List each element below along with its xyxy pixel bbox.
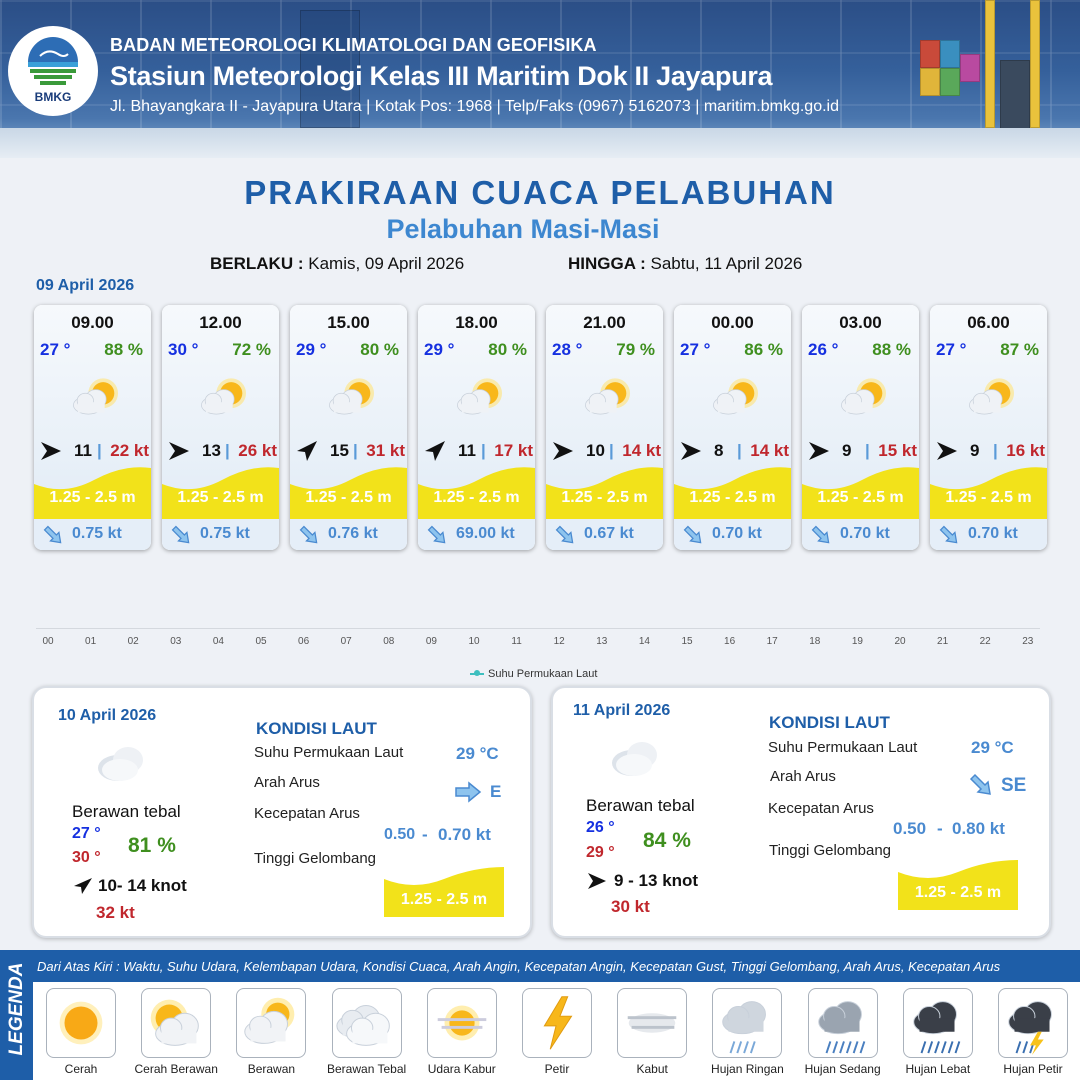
wind-gust: 32 kt (96, 903, 135, 922)
wind-speed: 9 - 13 knot (614, 871, 699, 890)
arrow-southeast-icon (968, 772, 994, 798)
bmkg-logo (10, 28, 96, 114)
hour-tick-label: 03 (170, 636, 182, 647)
arrow-northeast-icon (423, 439, 447, 463)
wind-separator: | (993, 441, 998, 460)
hour-tick-label: 02 (127, 636, 139, 647)
current-speed-label: Kecepatan Arus (254, 805, 360, 822)
wind-gust: 26 kt (238, 441, 277, 460)
legend-icon-box (141, 988, 211, 1058)
forecast-date: 09 April 2026 (36, 277, 135, 294)
forecast-time: 03.00 (839, 313, 882, 332)
weather-icon-wrap (318, 371, 384, 423)
hour-tick-label: 13 (596, 636, 608, 647)
hour-tick-label: 04 (212, 636, 224, 647)
air-temperature: 30 ° (168, 340, 199, 359)
arrow-northeast-icon (72, 876, 94, 896)
current-dir-label: Arah Arus (254, 774, 320, 791)
day-panel-1 (32, 686, 532, 938)
arrow-east-icon (167, 439, 191, 463)
current-speed-sep: - (422, 825, 428, 844)
weather-icon-wrap (446, 371, 512, 423)
wind-separator: | (737, 441, 742, 460)
light-rain-icon (713, 989, 781, 1057)
wind-speed: 13 (202, 441, 221, 460)
wind-gust: 14 kt (750, 441, 789, 460)
air-temperature: 28 ° (552, 340, 583, 359)
current-speed-sep: - (937, 819, 943, 838)
current-speed: 0.70 kt (712, 525, 762, 542)
hour-tick-label: 01 (85, 636, 97, 647)
day-date: 11 April 2026 (573, 702, 671, 719)
wind-separator: | (353, 441, 358, 460)
legend-label: Kabut (636, 1062, 668, 1076)
arrow-southeast-icon (682, 524, 704, 546)
hour-tick-label: 17 (766, 636, 778, 647)
current-speed: 0.75 kt (200, 525, 250, 542)
current-speed: 0.75 kt (72, 525, 122, 542)
valid-from-value: Kamis, 09 April 2026 (308, 254, 465, 273)
arrow-southeast-icon (938, 524, 960, 546)
legend-icon-box (332, 988, 402, 1058)
wave-height: 1.25 - 2.5 m (49, 489, 136, 506)
cloudy-sun-icon (830, 371, 896, 423)
hour-tick-label: 05 (255, 636, 267, 647)
wave-height: 1.25 - 2.5 m (817, 489, 904, 506)
arrow-east-icon (586, 871, 608, 891)
temp-min: 26 ° (586, 819, 615, 836)
sst-value: 29 °C (971, 738, 1014, 757)
wind-direction (935, 439, 959, 463)
valid-from (210, 254, 464, 274)
wave-value: 1.25 - 2.5 m (914, 884, 1002, 901)
arrow-southeast-icon (554, 524, 576, 546)
agency-name: BADAN METEOROLOGI KLIMATOLOGI DAN GEOFISIKA (110, 35, 597, 55)
condition-text: Berawan tebal (72, 802, 181, 821)
current-speed: 0.70 kt (840, 525, 890, 542)
air-temperature: 29 ° (424, 340, 455, 359)
logo-text: BMKG (34, 90, 72, 104)
forecast-card (546, 305, 663, 550)
wind-row (807, 439, 917, 463)
wind-direction (551, 439, 575, 463)
valid-from-label: BERLAKU : (210, 254, 304, 273)
wave-height: 1.25 - 2.5 m (177, 489, 264, 506)
wind-gust: 30 kt (611, 897, 650, 916)
current-direction (426, 524, 448, 546)
hour-tick-label: 19 (851, 636, 863, 647)
overcast-icon (94, 740, 154, 784)
condition-text: Berawan tebal (586, 796, 695, 815)
forecast-card (418, 305, 535, 550)
fog-icon (618, 989, 686, 1057)
sst-label: Suhu Permukaan Laut (254, 744, 404, 761)
weather-icon-wrap (190, 371, 256, 423)
forecast-time: 06.00 (967, 313, 1010, 332)
hour-tick-label: 07 (340, 636, 352, 647)
sea-conditions-title: KONDISI LAUT (769, 713, 890, 732)
sun-cloud-icon (142, 989, 210, 1057)
air-temperature: 27 ° (40, 340, 71, 359)
station-address: Jl. Bhayangkara II - Jayapura Utara | Kotak Pos: 1968 | Telp/Faks (0967) 5162073 | maritim.bmkg.go.id (110, 98, 839, 115)
legend-icon-box (998, 988, 1068, 1058)
hour-tick-label: 21 (937, 636, 949, 647)
wind-speed: 9 (842, 441, 852, 460)
wind-gust: 14 kt (622, 441, 661, 460)
legend-label: Cerah (64, 1062, 98, 1076)
wind-row (39, 439, 149, 463)
humidity: 80 % (488, 340, 527, 359)
legend-description: Dari Atas Kiri : Waktu, Suhu Udara, Kelembapan Udara, Kondisi Cuaca, Arah Angin, Kecepatan Angin, Kecepatan Gust, Tinggi Gelombang, Arah Arus, Kecepatan Arus (37, 959, 1001, 974)
hour-tick-label: 12 (553, 636, 565, 647)
humidity: 79 % (616, 340, 655, 359)
station-name: Stasiun Meteorologi Kelas III Maritim Dok II Jayapura (110, 61, 773, 91)
current-direction (810, 524, 832, 546)
arrow-southeast-icon (170, 524, 192, 546)
temp-max: 30 ° (72, 849, 101, 866)
hour-tick-label: 22 (979, 636, 991, 647)
valid-to-label: HINGGA : (568, 254, 646, 273)
hour-tick-label: 10 (468, 636, 480, 647)
valid-to-value: Sabtu, 11 April 2026 (650, 254, 803, 273)
wind-speed: 10- 14 knot (98, 876, 187, 895)
wind-gust: 17 kt (494, 441, 533, 460)
chart-axis-line (36, 628, 1040, 629)
forecast-time: 00.00 (711, 313, 754, 332)
hour-tick-label: 18 (809, 636, 821, 647)
weather-icon-wrap (62, 371, 128, 423)
current-speed-max: 0.70 kt (438, 825, 491, 844)
humidity: 72 % (232, 340, 271, 359)
wind-gust: 15 kt (878, 441, 917, 460)
humidity: 88 % (872, 340, 911, 359)
current-direction (682, 524, 704, 546)
wind-direction (807, 439, 831, 463)
current-direction (298, 524, 320, 546)
arrow-southeast-icon (42, 524, 64, 546)
wave-label: Tinggi Gelombang (769, 842, 892, 859)
valid-to (568, 254, 802, 274)
current-row (290, 519, 407, 550)
legend-label: Udara Kabur (427, 1062, 496, 1076)
haze-icon (428, 989, 496, 1057)
wind-gust: 31 kt (366, 441, 405, 460)
wind-direction (679, 439, 703, 463)
legend-label: Berawan Tebal (327, 1062, 407, 1076)
wave-height: 1.25 - 2.5 m (561, 489, 648, 506)
current-speed: 69.00 kt (456, 525, 515, 542)
forecast-time: 09.00 (71, 313, 114, 332)
wind-separator: | (481, 441, 486, 460)
air-temperature: 27 ° (936, 340, 967, 359)
legend-side (0, 950, 33, 1080)
cloudy-sun-icon (446, 371, 512, 423)
wind-row (167, 439, 277, 463)
forecast-card (930, 305, 1047, 550)
wind-speed: 9 (970, 441, 980, 460)
wind-separator: | (609, 441, 614, 460)
sea-conditions-title: KONDISI LAUT (256, 719, 377, 738)
current-row (802, 519, 919, 550)
humidity: 81 % (128, 834, 176, 857)
wave-height: 1.25 - 2.5 m (305, 489, 392, 506)
current-direction (42, 524, 64, 546)
sst-value: 29 °C (456, 744, 499, 763)
forecast-time: 15.00 (327, 313, 370, 332)
day-panel-2 (551, 686, 1051, 938)
legend-label: Petir (544, 1062, 570, 1076)
weather-icon-wrap (958, 371, 1024, 423)
hour-tick-label: 14 (638, 636, 650, 647)
hour-tick-label: 06 (298, 636, 310, 647)
current-speed-label: Kecepatan Arus (768, 800, 874, 817)
current-row (930, 519, 1047, 550)
wind-speed: 11 (74, 441, 92, 460)
wind-speed: 11 (458, 441, 476, 460)
wind-gust: 16 kt (1006, 441, 1045, 460)
current-row (674, 519, 791, 550)
weather-icon-wrap (702, 371, 768, 423)
current-row (162, 519, 279, 550)
current-direction (554, 524, 576, 546)
heavy-rain-icon (904, 989, 972, 1057)
overcast-icon (333, 989, 401, 1057)
legend-label: Berawan (247, 1062, 296, 1076)
current-dir-label: Arah Arus (770, 768, 836, 785)
legend-label: Hujan Sedang (804, 1062, 881, 1076)
wave-height: 1.25 - 2.5 m (433, 489, 520, 506)
wave-label: Tinggi Gelombang (254, 850, 377, 867)
current-row (418, 519, 535, 550)
wind-speed: 15 (330, 441, 349, 460)
forecast-card (34, 305, 151, 550)
cloudy-sun-icon (574, 371, 640, 423)
wind-direction (39, 439, 63, 463)
legend-icon-box (808, 988, 878, 1058)
arrow-southeast-icon (298, 524, 320, 546)
current-speed: 0.76 kt (328, 525, 378, 542)
cloudy-icon (237, 989, 305, 1057)
current-speed-min: 0.50 (384, 826, 416, 843)
hour-axis (36, 636, 1046, 650)
temp-max: 29 ° (586, 844, 615, 861)
arrow-northeast-icon (295, 439, 319, 463)
wave-value: 1.25 - 2.5 m (400, 891, 488, 908)
legend-icon-box (46, 988, 116, 1058)
air-temperature: 26 ° (808, 340, 839, 359)
legend-label: Cerah Berawan (134, 1062, 218, 1076)
sst-legend (470, 668, 597, 680)
legend-icon-box (712, 988, 782, 1058)
current-direction (170, 524, 192, 546)
legend-bar (33, 950, 1080, 982)
wave-height: 1.25 - 2.5 m (689, 489, 776, 506)
forecast-card (290, 305, 407, 550)
forecast-time: 18.00 (455, 313, 498, 332)
humidity: 87 % (1000, 340, 1039, 359)
forecast-card (162, 305, 279, 550)
humidity: 80 % (360, 340, 399, 359)
arrow-southeast-icon (426, 524, 448, 546)
forecast-time: 21.00 (583, 313, 626, 332)
current-speed-max: 0.80 kt (952, 819, 1005, 838)
forecast-time: 12.00 (199, 313, 242, 332)
humidity: 84 % (643, 829, 691, 852)
current-speed: 0.70 kt (968, 525, 1018, 542)
wind-direction (167, 439, 191, 463)
page-title: PRAKIRAAN CUACA PELABUHAN (244, 174, 836, 211)
arrow-east-icon (551, 439, 575, 463)
wave-height: 1.25 - 2.5 m (945, 489, 1032, 506)
cloudy-sun-icon (702, 371, 768, 423)
air-temperature: 27 ° (680, 340, 711, 359)
port-name: Pelabuhan Masi-Masi (386, 214, 660, 244)
header-banner (0, 0, 1080, 158)
wind-row (935, 439, 1045, 463)
overcast-icon (608, 735, 668, 779)
moderate-rain-icon (809, 989, 877, 1057)
thunderstorm-icon (999, 989, 1067, 1057)
day-date: 10 April 2026 (58, 707, 157, 724)
legend-icon-box (522, 988, 592, 1058)
wind-separator: | (865, 441, 870, 460)
arrow-southeast-icon (810, 524, 832, 546)
sst-label: Suhu Permukaan Laut (768, 739, 918, 756)
hour-tick-label: 00 (42, 636, 54, 647)
sst-legend-label: Suhu Permukaan Laut (488, 668, 598, 680)
wind-row (295, 439, 405, 463)
current-row (34, 519, 151, 550)
forecast-card (802, 305, 919, 550)
sst-legend-marker (470, 673, 484, 675)
legend-label: Hujan Lebat (905, 1062, 971, 1076)
cloudy-sun-icon (958, 371, 1024, 423)
hour-tick-label: 11 (511, 636, 522, 647)
current-direction (938, 524, 960, 546)
hour-tick-label: 23 (1022, 636, 1034, 647)
wind-separator: | (225, 441, 230, 460)
arrow-east-icon (807, 439, 831, 463)
legend-icon-box (903, 988, 973, 1058)
cloudy-sun-icon (190, 371, 256, 423)
legend-title: LEGENDA (6, 962, 27, 1056)
wind-row (679, 439, 789, 463)
hour-tick-label: 16 (724, 636, 736, 647)
legend-icon-box (427, 988, 497, 1058)
weather-icon-wrap (830, 371, 896, 423)
cloudy-sun-icon (62, 371, 128, 423)
wind-separator: | (97, 441, 102, 460)
wind-speed: 8 (714, 441, 724, 460)
arrow-east-icon (454, 781, 482, 803)
legend (0, 950, 1080, 1080)
wind-row (423, 439, 533, 463)
wind-gust: 22 kt (110, 441, 149, 460)
current-dir-value: E (490, 782, 502, 801)
hour-tick-label: 20 (894, 636, 906, 647)
hour-tick-label: 09 (425, 636, 437, 647)
cloudy-sun-icon (318, 371, 384, 423)
current-row (546, 519, 663, 550)
current-speed-min: 0.50 (893, 819, 927, 838)
air-temperature: 29 ° (296, 340, 327, 359)
arrow-east-icon (39, 439, 63, 463)
hour-tick-label: 08 (383, 636, 395, 647)
arrow-east-icon (935, 439, 959, 463)
legend-label: Hujan Petir (1003, 1062, 1063, 1076)
hour-tick-label: 15 (681, 636, 693, 647)
arrow-east-icon (679, 439, 703, 463)
legend-icon-box (617, 988, 687, 1058)
forecast-card (674, 305, 791, 550)
current-dir-value: SE (1001, 775, 1027, 796)
weather-icon-wrap (574, 371, 640, 423)
humidity: 88 % (104, 340, 143, 359)
sun-icon (47, 989, 115, 1057)
lightning-icon (523, 989, 591, 1057)
wind-direction (295, 439, 319, 463)
temp-min: 27 ° (72, 825, 101, 842)
legend-label: Hujan Ringan (711, 1062, 784, 1076)
wind-row (551, 439, 661, 463)
wind-direction (423, 439, 447, 463)
current-speed: 0.67 kt (584, 525, 634, 542)
wind-speed: 10 (586, 441, 605, 460)
legend-icon-box (236, 988, 306, 1058)
humidity: 86 % (744, 340, 783, 359)
